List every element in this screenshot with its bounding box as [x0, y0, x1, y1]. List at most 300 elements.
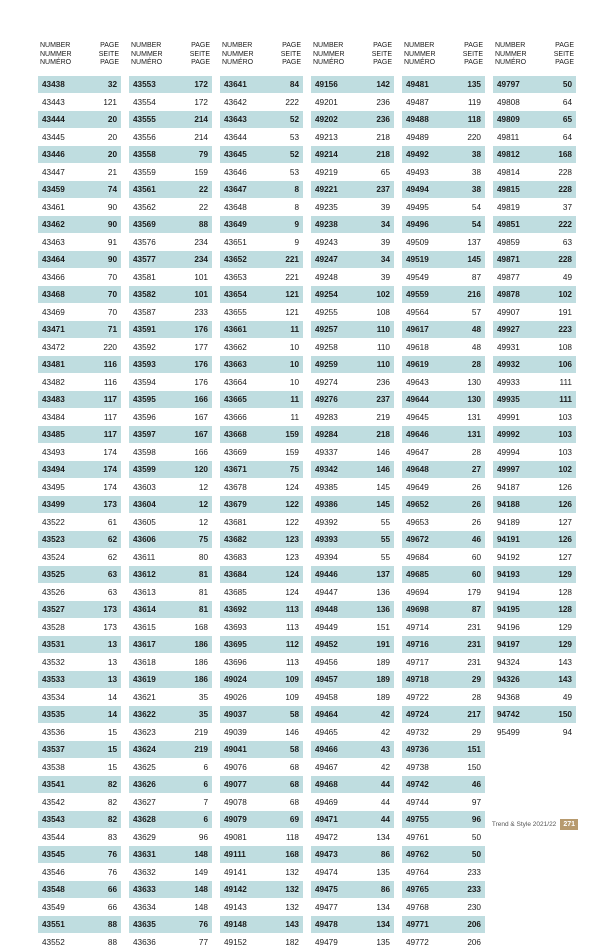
item-number: 49259: [315, 356, 338, 374]
item-number: 43662: [224, 339, 247, 357]
page-reference: 111: [560, 374, 572, 392]
page-reference: 81: [199, 584, 208, 602]
item-number: 49254: [315, 286, 338, 304]
column-header: [220, 40, 303, 76]
page-reference: 35: [199, 689, 208, 707]
page-reference: 88: [108, 934, 117, 951]
table-row: [493, 251, 576, 269]
item-number: 43553: [133, 76, 156, 94]
table-row: [493, 619, 576, 637]
item-number: 43524: [42, 549, 65, 567]
page-reference: 77: [199, 934, 208, 951]
table-row: [129, 706, 212, 724]
page-header-line: SEITE: [281, 51, 301, 60]
page-reference: 124: [285, 584, 299, 602]
page-reference: 49: [563, 269, 572, 287]
page-reference: 146: [376, 461, 390, 479]
table-row: [38, 706, 121, 724]
item-number: 49076: [224, 759, 247, 777]
table-row: [311, 94, 394, 112]
item-number: 43614: [133, 601, 156, 619]
page-header: [190, 42, 210, 68]
table-row: [129, 199, 212, 217]
number-header-line: NUMÉRO: [131, 59, 163, 68]
page-reference: 108: [376, 304, 390, 322]
item-number: 49458: [315, 689, 338, 707]
item-number: 49877: [497, 269, 520, 287]
page-reference: 97: [472, 794, 481, 812]
page-reference: 110: [377, 356, 390, 374]
table-row: [311, 181, 394, 199]
table-row: [129, 776, 212, 794]
page-reference: 236: [376, 111, 390, 129]
page-reference: 6: [203, 811, 208, 829]
item-number: 94326: [497, 671, 520, 689]
table-row: [38, 531, 121, 549]
item-number: 43523: [42, 531, 65, 549]
page-reference: 38: [472, 181, 481, 199]
item-number: 49247: [315, 251, 338, 269]
item-number: 49694: [406, 584, 429, 602]
page-reference: 186: [194, 654, 208, 672]
table-row: [38, 811, 121, 829]
item-number: 49771: [406, 916, 429, 934]
page-reference: 35: [199, 706, 208, 724]
page-reference: 70: [108, 304, 117, 322]
page-reference: 64: [563, 129, 572, 147]
page-reference: 42: [381, 759, 390, 777]
index-column: [38, 40, 121, 951]
table-row: [493, 689, 576, 707]
page-reference: 39: [381, 199, 390, 217]
page-reference: 46: [472, 531, 481, 549]
page-reference: 113: [286, 619, 299, 637]
page-reference: 6: [203, 759, 208, 777]
page-reference: 50: [472, 846, 481, 864]
item-number: 49221: [315, 181, 338, 199]
page-reference: 159: [194, 164, 208, 182]
table-row: [129, 689, 212, 707]
page-reference: 37: [563, 199, 572, 217]
item-number: 43641: [224, 76, 247, 94]
item-number: 43472: [42, 339, 65, 357]
table-row: [38, 181, 121, 199]
item-number: 43543: [42, 811, 65, 829]
page-reference: 228: [558, 164, 572, 182]
page-reference: 167: [194, 409, 208, 427]
item-number: 43592: [133, 339, 156, 357]
page-reference: 91: [108, 234, 117, 252]
item-number: 49648: [406, 461, 429, 479]
item-number: 49714: [406, 619, 429, 637]
item-number: 49141: [224, 864, 247, 882]
table-row: [493, 566, 576, 584]
table-row: [220, 216, 303, 234]
page-reference: 148: [194, 846, 208, 864]
item-number: 49473: [315, 846, 338, 864]
table-row: [38, 199, 121, 217]
page-header-line: PAGE: [463, 59, 483, 68]
table-row: [402, 461, 485, 479]
item-number: 43695: [224, 636, 247, 654]
item-number: 49765: [406, 881, 429, 899]
page-reference: 82: [108, 811, 117, 829]
table-row: [493, 304, 576, 322]
item-number: 49653: [406, 514, 429, 532]
table-row: [220, 199, 303, 217]
item-number: 49274: [315, 374, 338, 392]
item-number: 49393: [315, 531, 338, 549]
table-row: [311, 234, 394, 252]
number-header-line: NUMÉRO: [40, 59, 72, 68]
page-reference: 54: [472, 216, 481, 234]
item-number: 49026: [224, 689, 247, 707]
page-reference: 189: [376, 671, 390, 689]
page-reference: 15: [108, 759, 117, 777]
item-number: 43525: [42, 566, 65, 584]
item-number: 49081: [224, 829, 247, 847]
page-reference: 118: [468, 111, 481, 129]
table-row: [402, 129, 485, 147]
page-reference: 231: [467, 619, 481, 637]
page-reference: 173: [103, 496, 117, 514]
table-row: [38, 146, 121, 164]
item-number: 43645: [224, 146, 247, 164]
page-reference: 122: [285, 514, 299, 532]
table-row: [38, 724, 121, 742]
page-reference: 96: [199, 829, 208, 847]
item-number: 43625: [133, 759, 156, 777]
page-reference: 129: [558, 636, 572, 654]
item-number: 43481: [42, 356, 65, 374]
table-row: [311, 566, 394, 584]
page-reference: 214: [194, 111, 208, 129]
table-row: [402, 881, 485, 899]
table-row: [129, 304, 212, 322]
item-number: 94196: [497, 619, 520, 637]
item-number: 43665: [224, 391, 247, 409]
table-row: [311, 531, 394, 549]
page-reference: 145: [376, 496, 390, 514]
page-reference: 135: [376, 934, 390, 951]
item-number: 43613: [133, 584, 156, 602]
item-number: 49342: [315, 461, 338, 479]
page-reference: 186: [194, 671, 208, 689]
item-number: 43462: [42, 216, 65, 234]
item-number: 49214: [315, 146, 338, 164]
item-number: 49143: [224, 899, 247, 917]
item-number: 49111: [224, 846, 246, 864]
table-row: [38, 409, 121, 427]
table-row: [38, 216, 121, 234]
table-row: [493, 706, 576, 724]
item-number: 43654: [224, 286, 247, 304]
index-column: [220, 40, 303, 951]
page-reference: 6: [203, 776, 208, 794]
number-header-line: NUMMER: [222, 51, 254, 60]
page-header-line: PAGE: [190, 42, 210, 51]
table-row: [402, 304, 485, 322]
item-number: 49991: [497, 409, 520, 427]
item-number: 43542: [42, 794, 65, 812]
page-reference: 127: [558, 514, 572, 532]
item-number: 43466: [42, 269, 65, 287]
page-reference: 218: [376, 426, 390, 444]
page-reference: 129: [558, 566, 572, 584]
table-row: [402, 111, 485, 129]
table-row: [402, 671, 485, 689]
item-number: 43538: [42, 759, 65, 777]
item-number: 43576: [133, 234, 156, 252]
page-reference: 26: [472, 496, 481, 514]
table-row: [493, 636, 576, 654]
page-header: [372, 42, 392, 68]
page-reference: 28: [472, 689, 481, 707]
table-row: [38, 111, 121, 129]
table-row: [311, 881, 394, 899]
table-row: [402, 741, 485, 759]
item-number: 49489: [406, 129, 429, 147]
item-number: 49559: [406, 286, 429, 304]
item-number: 49717: [406, 654, 429, 672]
table-row: [402, 409, 485, 427]
table-row: [311, 111, 394, 129]
table-row: [311, 269, 394, 287]
table-row: [220, 899, 303, 917]
table-row: [38, 899, 121, 917]
table-row: [129, 741, 212, 759]
page-reference: 44: [381, 811, 390, 829]
table-row: [311, 794, 394, 812]
table-row: [38, 94, 121, 112]
number-header-line: NUMMER: [131, 51, 163, 60]
page-reference: 32: [108, 76, 117, 94]
page-reference: 57: [472, 304, 481, 322]
table-row: [493, 601, 576, 619]
column-header: [38, 40, 121, 76]
table-row: [38, 601, 121, 619]
item-number: 43483: [42, 391, 65, 409]
item-number: 49142: [224, 881, 247, 899]
item-number: 49722: [406, 689, 429, 707]
page-reference: 146: [285, 724, 299, 742]
page-reference: 176: [194, 374, 208, 392]
page-reference: 29: [472, 671, 481, 689]
item-number: 49643: [406, 374, 429, 392]
page-reference: 94: [563, 724, 572, 742]
table-row: [402, 531, 485, 549]
item-number: 49519: [406, 251, 429, 269]
item-number: 43692: [224, 601, 247, 619]
table-row: [129, 111, 212, 129]
page-reference: 222: [558, 216, 572, 234]
table-row: [38, 374, 121, 392]
page-reference: 223: [558, 321, 572, 339]
item-number: 49472: [315, 829, 338, 847]
item-number: 43624: [133, 741, 156, 759]
table-row: [220, 339, 303, 357]
table-row: [220, 671, 303, 689]
page-reference: 46: [472, 776, 481, 794]
page-reference: 122: [285, 496, 299, 514]
page-reference: 237: [376, 391, 390, 409]
item-number: 43655: [224, 304, 247, 322]
page-reference: 20: [108, 146, 117, 164]
item-number: 49811: [497, 129, 519, 147]
item-number: 49927: [497, 321, 520, 339]
page-reference: 119: [468, 94, 481, 112]
page-reference: 8: [294, 199, 299, 217]
table-row: [311, 444, 394, 462]
number-header: [404, 42, 436, 68]
page-reference: 131: [467, 409, 481, 427]
page-reference: 52: [290, 146, 299, 164]
page-reference: 11: [290, 321, 299, 339]
page-reference: 65: [563, 111, 572, 129]
item-number: 49652: [406, 496, 429, 514]
page-reference: 11: [290, 391, 299, 409]
table-row: [129, 531, 212, 549]
item-number: 43485: [42, 426, 65, 444]
number-header: [222, 42, 254, 68]
table-row: [402, 269, 485, 287]
item-number: 43532: [42, 654, 65, 672]
item-number: 43554: [133, 94, 156, 112]
table-row: [402, 899, 485, 917]
item-number: 43531: [42, 636, 65, 654]
table-row: [220, 234, 303, 252]
page-reference: 80: [199, 549, 208, 567]
page-header-line: PAGE: [554, 59, 574, 68]
page-header-line: PAGE: [281, 42, 301, 51]
table-row: [38, 251, 121, 269]
table-row: [38, 286, 121, 304]
page-reference: 34: [381, 251, 390, 269]
page-reference: 174: [103, 444, 117, 462]
page-reference: 86: [381, 846, 390, 864]
page-header-line: PAGE: [372, 59, 392, 68]
table-row: [402, 811, 485, 829]
table-row: [311, 426, 394, 444]
table-row: [129, 566, 212, 584]
page-reference: 120: [194, 461, 208, 479]
page-reference: 173: [103, 619, 117, 637]
page-reference: 44: [381, 794, 390, 812]
page-reference: 214: [194, 129, 208, 147]
table-row: [129, 864, 212, 882]
page-reference: 39: [381, 269, 390, 287]
table-row: [129, 934, 212, 951]
item-number: 94192: [497, 549, 520, 567]
page-reference: 111: [559, 391, 572, 409]
item-number: 49851: [497, 216, 520, 234]
item-number: 49487: [406, 94, 429, 112]
item-number: 43559: [133, 164, 156, 182]
item-number: 43581: [133, 269, 156, 287]
page-reference: 132: [285, 899, 299, 917]
item-number: 43696: [224, 654, 247, 672]
item-number: 49645: [406, 409, 429, 427]
table-row: [493, 129, 576, 147]
page-reference: 143: [285, 916, 299, 934]
page-reference: 236: [376, 374, 390, 392]
item-number: 49475: [315, 881, 338, 899]
item-number: 49878: [497, 286, 520, 304]
item-number: 49474: [315, 864, 338, 882]
page-reference: 42: [381, 724, 390, 742]
table-row: [402, 251, 485, 269]
page-reference: 55: [381, 514, 390, 532]
item-number: 43484: [42, 409, 65, 427]
item-number: 43642: [224, 94, 247, 112]
page-reference: 112: [286, 636, 299, 654]
page-reference: 101: [194, 269, 208, 287]
page-reference: 48: [472, 339, 481, 357]
item-number: 49078: [224, 794, 247, 812]
page-reference: 10: [290, 339, 299, 357]
item-number: 43623: [133, 724, 156, 742]
item-number: 43596: [133, 409, 156, 427]
number-header-line: NUMMER: [404, 51, 436, 60]
table-row: [38, 164, 121, 182]
item-number: 49742: [406, 776, 429, 794]
page-reference: 231: [467, 636, 481, 654]
table-row: [402, 636, 485, 654]
table-row: [311, 199, 394, 217]
item-number: 49997: [497, 461, 520, 479]
item-number: 49469: [315, 794, 338, 812]
page-reference: 191: [376, 636, 390, 654]
page-reference: 173: [103, 601, 117, 619]
item-number: 49684: [406, 549, 429, 567]
item-number: 49152: [224, 934, 247, 951]
table-row: [220, 601, 303, 619]
number-header-line: NUMÉRO: [313, 59, 345, 68]
table-row: [129, 339, 212, 357]
table-row: [38, 391, 121, 409]
table-row: [493, 409, 576, 427]
page-reference: 159: [285, 426, 299, 444]
item-number: 49797: [497, 76, 520, 94]
page-reference: 234: [194, 251, 208, 269]
page-reference: 127: [558, 549, 572, 567]
table-row: [220, 304, 303, 322]
page-reference: 49: [563, 689, 572, 707]
item-number: 43546: [42, 864, 65, 882]
table-row: [220, 409, 303, 427]
item-number: 43617: [133, 636, 156, 654]
table-row: [311, 601, 394, 619]
table-row: [220, 286, 303, 304]
item-number: 43622: [133, 706, 156, 724]
page-reference: 233: [194, 304, 208, 322]
table-row: [220, 129, 303, 147]
item-number: 49467: [315, 759, 338, 777]
table-row: [220, 794, 303, 812]
table-row: [311, 741, 394, 759]
page-reference: 148: [194, 899, 208, 917]
item-number: 49819: [497, 199, 520, 217]
page-reference: 68: [290, 794, 299, 812]
page-header: [281, 42, 301, 68]
table-row: [402, 846, 485, 864]
item-number: 43634: [133, 899, 156, 917]
item-number: 43471: [42, 321, 65, 339]
item-number: 49238: [315, 216, 338, 234]
item-number: 49859: [497, 234, 520, 252]
page-reference: 234: [194, 234, 208, 252]
page-reference: 134: [376, 916, 390, 934]
